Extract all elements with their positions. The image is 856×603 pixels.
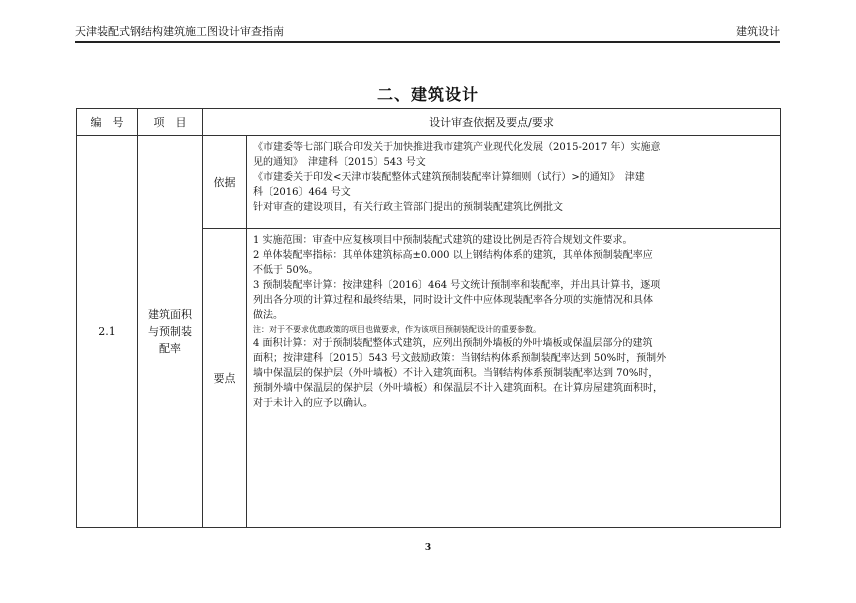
points-line: 3 预制装配率计算：按津建科〔2016〕464 号文统计预制率和装配率，并出具计算书，逐项: [253, 280, 661, 291]
item-line: 配率: [159, 342, 181, 355]
item-line: 与预制装: [148, 325, 192, 338]
header-document-title: 天津装配式钢结构建筑施工图设计审查指南: [75, 25, 284, 38]
points-line: 1 实施范围：审查中应复核项目中预制装配式建筑的建设比例是否符合规划文件要求。: [253, 235, 633, 246]
basis-line: 见的通知》 津建科〔2015〕543 号文: [253, 157, 426, 168]
points-line: 不低于 50%。: [253, 265, 319, 276]
basis-label: 依据: [203, 136, 247, 229]
basis-line: 科〔2016〕464 号文: [253, 187, 351, 198]
item-line: 建筑面积: [148, 308, 192, 321]
points-line: 对于未计入的应予以确认。: [253, 398, 373, 409]
points-content: [247, 229, 781, 528]
basis-line: 《市建委等七部门联合印发关于加快推进我市建筑产业现代化发展（2015-2017 年）实施意: [253, 142, 661, 153]
points-note: 注：对于不要求优惠政策的项目也做要求，作为该项目预制装配设计的重要参数。: [253, 325, 541, 334]
section-title: 二、建筑设计: [376, 85, 479, 104]
header-number: 编 号: [77, 109, 138, 136]
points-line: 2 单体装配率指标：其单体建筑标高±0.000 以上钢结构体系的建筑，其单体预制装配率应: [253, 250, 653, 261]
table-row-basis: [77, 136, 781, 229]
points-line: 列出各分项的计算过程和最终结果，同时设计文件中应体现装配率各分项的实施情况和具体: [253, 295, 653, 306]
basis-line: 针对审查的建设项目，有关行政主管部门提出的预制装配建筑比例批文: [253, 202, 563, 213]
header-section-name: 建筑设计: [736, 25, 780, 38]
points-line: 面积；按津建科〔2015〕543 号文鼓励政策：当钢结构体系预制装配率达到 50%时，预制外: [253, 353, 667, 364]
row-item: [138, 136, 203, 528]
points-label: 要点: [203, 229, 247, 528]
table-header-row: [77, 109, 781, 136]
row-number: 2.1: [77, 136, 138, 528]
header-content: 设计审查依据及要点/要求: [203, 109, 781, 136]
header-item: 项 目: [138, 109, 203, 136]
points-line: 做法。: [253, 310, 283, 321]
points-line: 墙中保温层的保护层（外叶墙板）不计入建筑面积。当钢结构体系预制装配率达到 70%时，: [253, 368, 659, 379]
points-line: 预制外墙中保温层的保护层（外叶墙板）和保温层不计入建筑面积。在计算房屋建筑面积时，: [253, 383, 663, 394]
basis-line: 《市建委关于印发<天津市装配整体式建筑预制装配率计算细则（试行）>的通知》 津建: [253, 172, 645, 183]
review-table: [76, 108, 781, 528]
points-line: 4 面积计算：对于预制装配整体式建筑，应列出预制外墙板的外叶墙板或保温层部分的建筑: [253, 338, 653, 349]
page-number: 3: [424, 543, 432, 553]
basis-content: [247, 136, 781, 229]
page-header: [75, 22, 780, 43]
